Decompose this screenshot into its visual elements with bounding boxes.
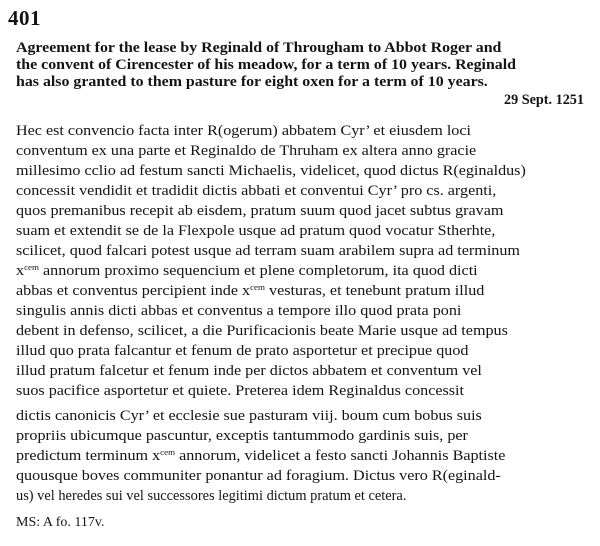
heading-line: the convent of Cirencester of his meadow, for a term of 10 years. Reginald [16, 57, 517, 73]
manuscript-reference: MS: A fo. 117v. [16, 515, 105, 530]
heading-line: has also granted to them pasture for eight oxen for a term of 10 years. [16, 74, 488, 90]
text-line: singulis annis dicti abbas et conventus a tempore illo quod prata poni [16, 303, 462, 319]
text-line: suam et extendit se de la Flexpole usque ad pratum quod vocatur Stherhte, [16, 223, 496, 239]
text-line: conventum ex una parte et Reginaldo de Thruham ex altera anno gracie [16, 143, 477, 159]
text-line: millesimo cclio ad festum sancti Michaelis, videlicet, quod dictus R(eginaldus) [16, 163, 526, 179]
text-line: debent in defenso, scilicet, a die Purificacionis beate Marie usque ad tempus [16, 323, 508, 339]
text-line: $x^{cem}$ annorum proximo sequencium et plene completorum, ita quod dicti [16, 263, 478, 279]
text-line: suos pacifice asportetur et quiete. Preterea idem Reginaldus concessit [16, 383, 465, 399]
text-line: illud quo prata falcantur et fenum de prato asportetur et precipue quod [16, 343, 469, 359]
text-line: Hec est convencio facta inter R(ogerum) abbatem Cyr’ et eiusdem loci [16, 123, 471, 139]
text-line: propriis ubicumque pascuntur, exceptis tantummodo gardinis suis, per [16, 428, 468, 444]
document-date: 29 Sept. 1251 [503, 92, 584, 108]
text-line: quousque boves communiter ponantur ad foragium. Dictus vero R(eginald- [16, 468, 501, 484]
text-line: predictum terminum $x^{cem}$ annorum, videlicet a festo sancti Johannis Baptiste [16, 448, 506, 464]
text-line: us) vel heredes sui vel successores legitimi dictum pratum et cetera. [16, 488, 407, 504]
text-line: scilicet, quod falcari potest usque ad terram suam arabilem supra ad terminum [16, 243, 520, 259]
heading-line: Agreement for the lease by Reginald of Througham to Abbot Roger and [16, 40, 502, 56]
text-line: concessit vendidit et tradidit dictis abbati et conventui Cyr’ pro cs. argenti, [16, 183, 497, 199]
text-line: abbas et conventus percipient inde $x^{cem}$ vesturas, et tenebunt pratum illud [16, 283, 485, 299]
text-line: quos premanibus recepit ab eisdem, pratum suum quod jacet subtus gravam [16, 203, 504, 219]
text-line: dictis canonicis Cyr’ et ecclesie sue pasturam viij. boum cum bobus suis [16, 408, 482, 424]
document-number: 401 [8, 6, 41, 30]
text-line: illud pratum falcetur et fenum inde per dictos abbatem et conventum vel [16, 363, 482, 379]
